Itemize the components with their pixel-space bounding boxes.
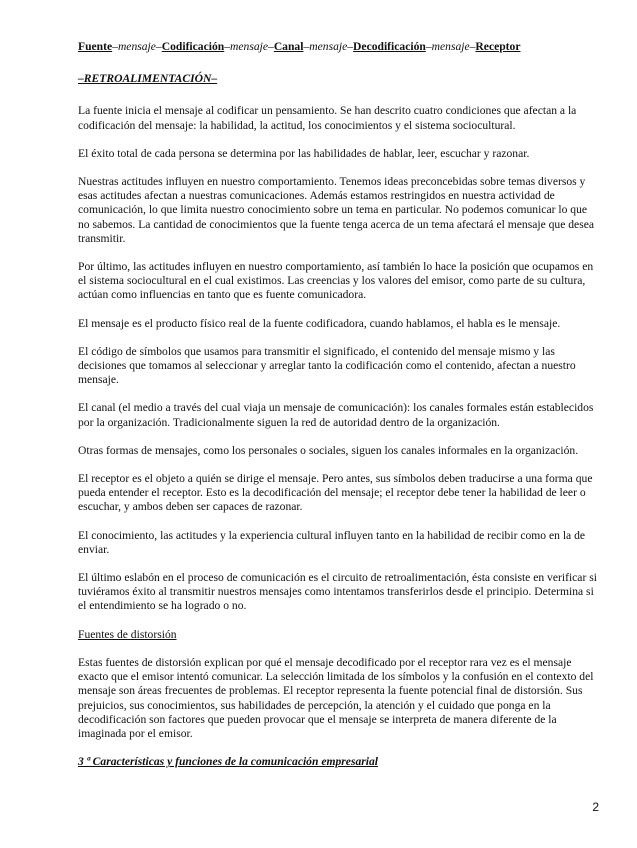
- flow-mensaje: –mensaje–: [425, 40, 476, 53]
- subheading-fuentes-distorsion: Fuentes de distorsión: [78, 627, 177, 641]
- paragraph: El código de símbolos que usamos para transmitir el significado, el contenido del mensaje mismo y las decisiones que tomamos al seleccionar y arreglar tanto la codificación como el contenido, afectan a nuestro mensaje.: [78, 344, 576, 387]
- paragraph: Otras formas de mensajes, como los personales o sociales, siguen los canales informales en la organización.: [78, 443, 579, 457]
- paragraph: El canal (el medio a través del cual viaja un mensaje de comunicación): los canales formales están establecidos por la organización. Tradicionalmente siguen la red de autoridad dentro de la organización.: [78, 401, 594, 429]
- distortion-paragraph: Estas fuentes de distorsión explican por qué el mensaje decodificado por el receptor rara vez es el mensaje exacto que el emisor intentó comunicar. La selección limitada de los símbolos y la confusión en el contexto del mensaje son áreas frecuentes de problemas. El receptor representa la fuente potencial final de distorsión. Sus prejuicios, sus conocimientos, sus habilidades de percepción, la atención y el cuidado que ponga en la decodificación son factores que pueden provocar que el mensaje se interpreta de manera diferente de la imaginada por el emisor.: [78, 655, 594, 740]
- retroalimentacion-label: –RETROALIMENTACIÓN–: [78, 72, 218, 86]
- flow-decodificacion: Decodificación: [353, 40, 426, 53]
- flow-receptor: Receptor: [475, 40, 521, 53]
- paragraph: Por último, las actitudes influyen en nuestro comportamiento, así también lo hace la posición que ocupamos en el sistema sociocultural en el cual existimos. Las creencias y los valores del emisor, como parte de su cultura, actúan como influencias en tanto que es fuente comunicadora.: [78, 260, 594, 302]
- paragraph: El conocimiento, las actitudes y la experiencia cultural influyen tanto en la habilidad de recibir como en la de enviar.: [78, 528, 586, 556]
- flow-mensaje: –mensaje–: [112, 40, 162, 53]
- flow-fuente: Fuente: [78, 40, 113, 53]
- paragraph: El mensaje es el producto físico real de la fuente codificadora, cuando hablamos, el habla es le mensaje.: [78, 316, 561, 330]
- page-number: 2: [592, 800, 599, 814]
- paragraph: La fuente inicia el mensaje al codificar un pensamiento. Se han descrito cuatro condiciones que afectan a la codificación del mensaje: la habilidad, la actitud, los conocimientos y el sistema sociocultural.: [78, 104, 577, 132]
- flow-codificacion: Codificación: [161, 40, 225, 53]
- paragraph: Nuestras actitudes influyen en nuestro comportamiento. Tenemos ideas preconcebidas sobre temas diversos y esas actitudes afectan a nuestras comunicaciones. Además estamos restringidos en nuestra actividad de comunicación, lo que limita nuestro conocimiento sobre un tema en particular. No podemos comunicar lo que no sabemos. La cantidad de conocimientos que la fuente tenga acerca de un tema afectará el mensaje que desea transmitir.: [78, 175, 594, 245]
- section-heading: 3 ª Características y funciones de la comunicación empresarial: [78, 755, 379, 769]
- paragraph: El éxito total de cada persona se determina por las habilidades de hablar, leer, escuchar y razonar.: [78, 146, 530, 160]
- flow-mensaje: –mensaje–: [224, 40, 274, 53]
- paragraph: El último eslabón en el proceso de comunicación es el circuito de retroalimentación, ésta consiste en verificar si tuviéramos éxito al transmitir nuestros mensajes como intentamos transferirlos desde el principio. Determina si el entendimiento se ha logrado o no.: [78, 571, 597, 613]
- flow-canal: Canal: [273, 40, 304, 53]
- flow-mensaje: –mensaje–: [303, 40, 354, 53]
- document-page: [78, 40, 598, 769]
- paragraph: El receptor es el objeto a quién se dirige el mensaje. Pero antes, sus símbolos deben traducirse a una forma que pueda entender el receptor. Esto es la decodificación del mensaje; el receptor debe tener la habilidad de leer o escuchar, y ambos deben ser capaces de razonar.: [78, 472, 593, 514]
- communication-flow: [78, 40, 598, 54]
